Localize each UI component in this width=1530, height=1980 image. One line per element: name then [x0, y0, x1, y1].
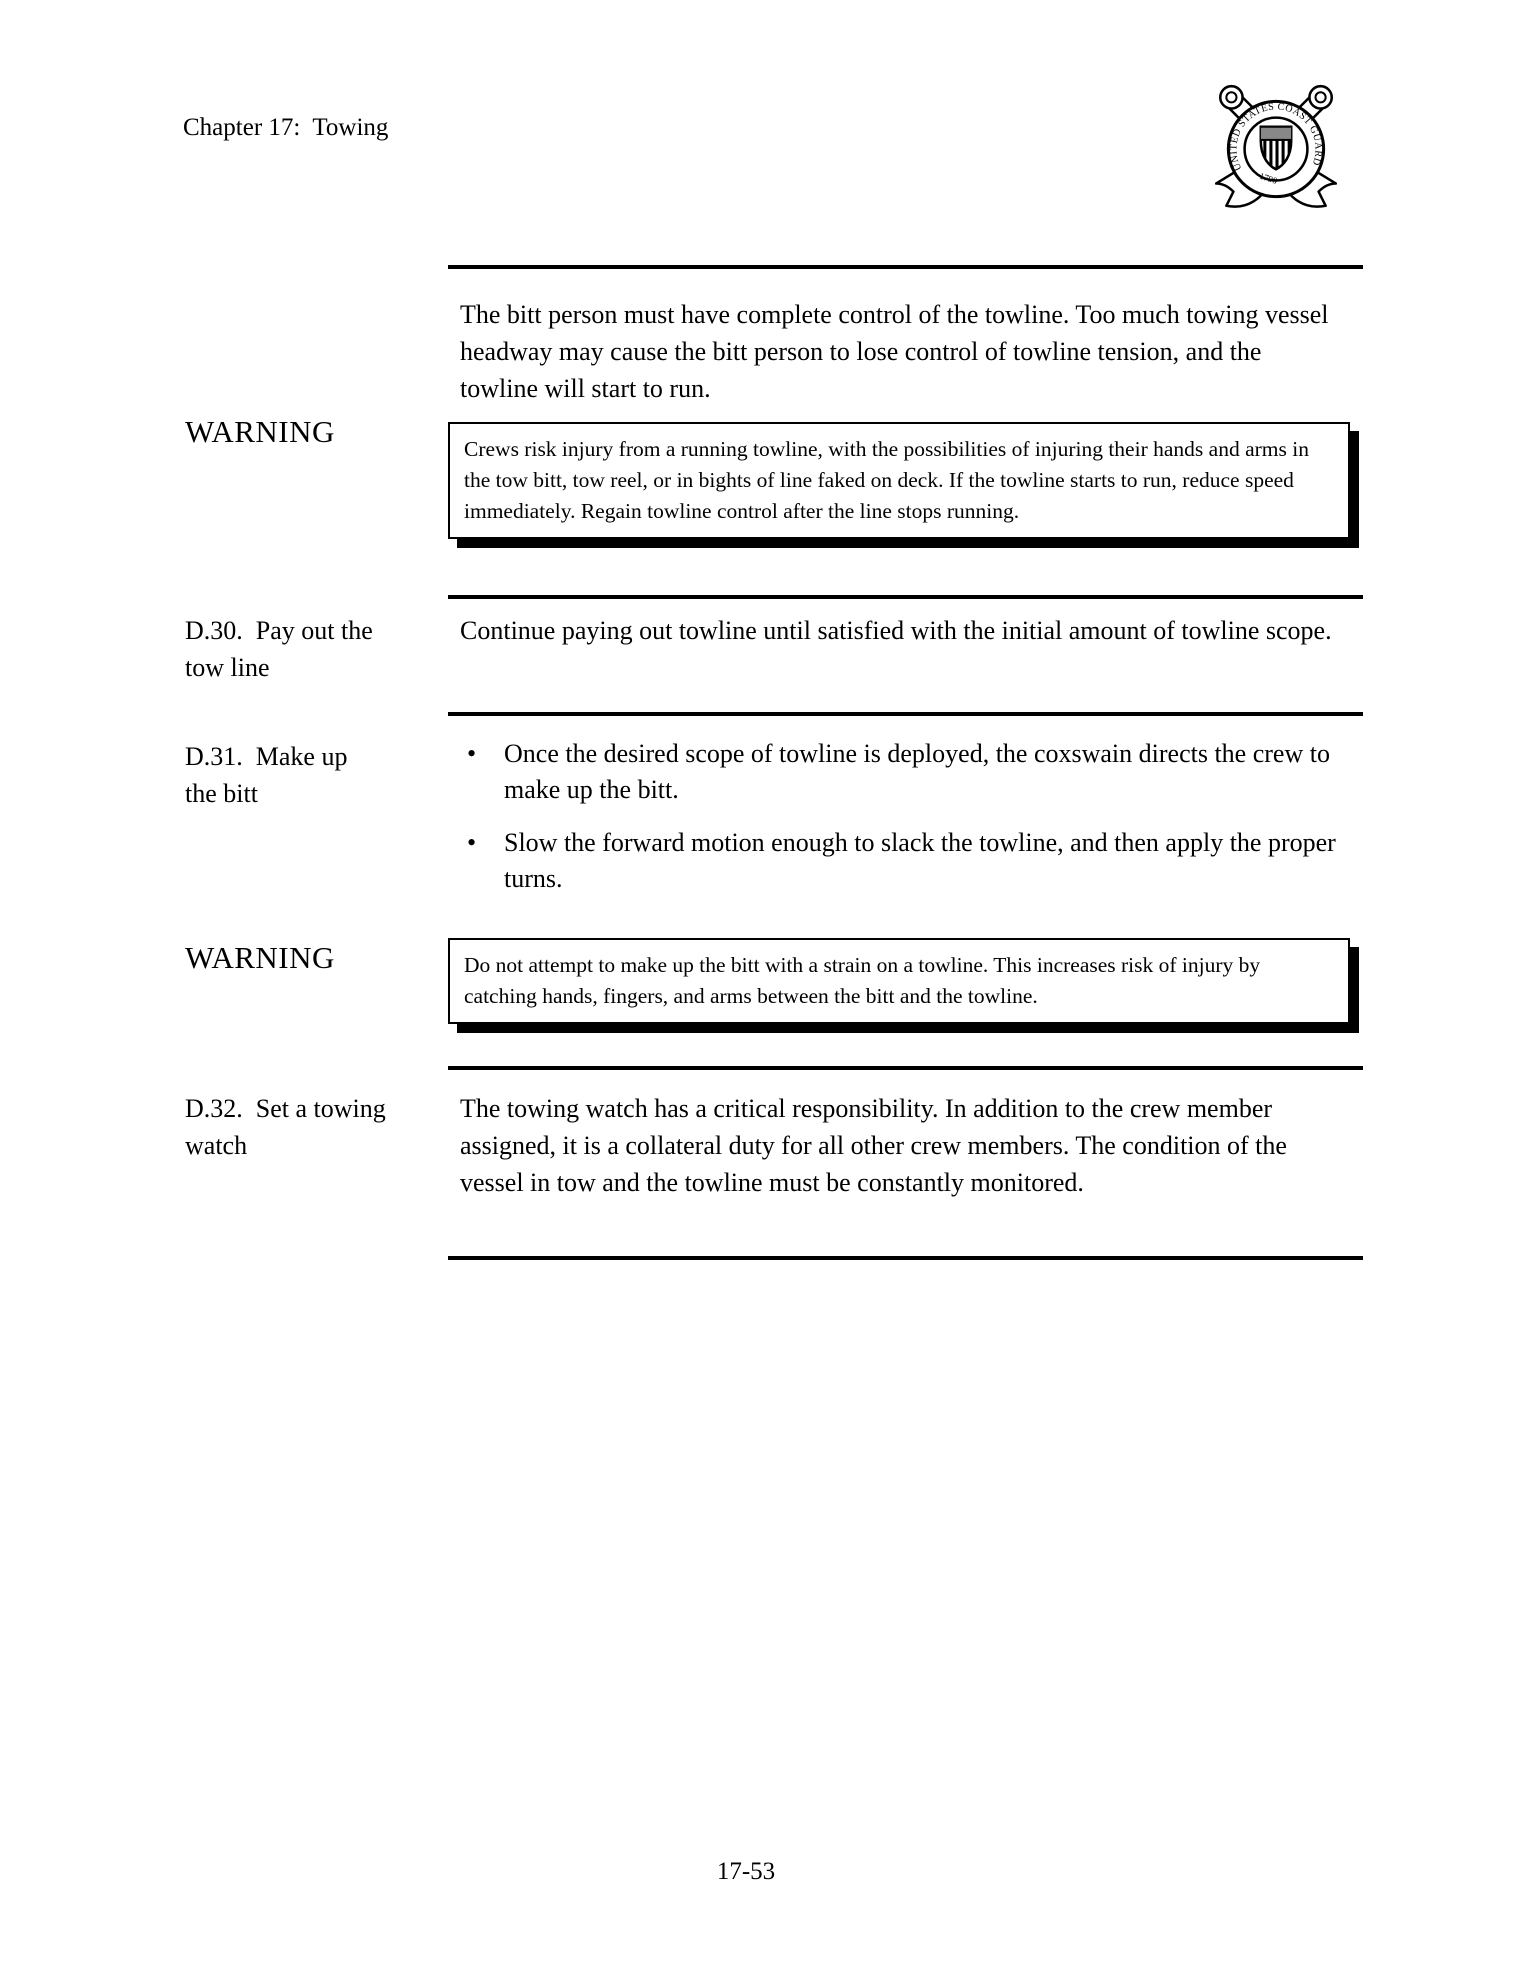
warning-text-1: Crews risk injury from a running towline, with the possibilities of injuring their hands and arms in the tow bitt, tow reel, or in bights of line faked on deck. If the towline starts to run, reduce speed immediately. Regain towline control after the line stops running.	[464, 437, 1309, 523]
bullet-text: Once the desired scope of towline is deployed, the coxswain directs the crew to make up the bitt.	[504, 739, 1330, 804]
section-label-d30	[185, 612, 455, 686]
section-body-d32: The towing watch has a critical responsibility. In addition to the crew member assigned, it is a collateral duty for all other crew members. The condition of the vessel in tow and the towline must be constantly monitored.	[460, 1094, 1287, 1197]
list-item	[467, 736, 1357, 808]
section-divider-1	[448, 265, 1363, 269]
section-label-line: watch	[185, 1131, 248, 1160]
emblem-year: 1790	[1258, 170, 1279, 186]
section-body-d30: Continue paying out towline until satisfied with the initial amount of towline scope.	[460, 616, 1332, 645]
warning-text-2: Do not attempt to make up the bitt with a strain on a towline. This increases risk of injury by catching hands, fingers, and arms between the bitt and the towline.	[464, 953, 1261, 1008]
section-divider-2	[448, 595, 1363, 599]
section-divider-3	[448, 712, 1363, 716]
section-label-line: D.32. Set a towing	[185, 1094, 386, 1123]
emblem-ring-text: UNITED STATES COAST GUARD	[1228, 101, 1324, 173]
section-label-line: tow line	[185, 653, 270, 682]
section-divider-5	[448, 1256, 1363, 1260]
section-label-line: D.30. Pay out the	[185, 616, 373, 645]
bullet-text: Slow the forward motion enough to slack the towline, and then apply the proper turns.	[504, 828, 1336, 893]
intro-paragraph: The bitt person must have complete control of the towline. Too much towing vessel headway may cause the bitt person to lose control of towline tension, and the towline will start to run.	[460, 300, 1329, 403]
chapter-header: Chapter 17: Towing	[183, 114, 389, 141]
warning-label-1: WARNING	[185, 414, 335, 449]
section-label-d31	[185, 738, 455, 812]
section-bullet-list-d31	[467, 736, 1357, 914]
page-number: 17-53	[716, 1858, 776, 1885]
section-label-d32	[185, 1090, 455, 1164]
section-label-line: the bitt	[185, 779, 258, 808]
warning-box-1	[448, 422, 1350, 539]
section-divider-4	[448, 1066, 1363, 1070]
warning-label-2: WARNING	[185, 940, 335, 975]
bullet-icon: •	[467, 828, 477, 857]
list-item	[467, 825, 1357, 897]
uscg-emblem-logo	[1200, 74, 1352, 220]
bullet-icon: •	[467, 739, 477, 768]
section-label-line: D.31. Make up	[185, 742, 348, 771]
warning-box-2	[448, 938, 1350, 1024]
